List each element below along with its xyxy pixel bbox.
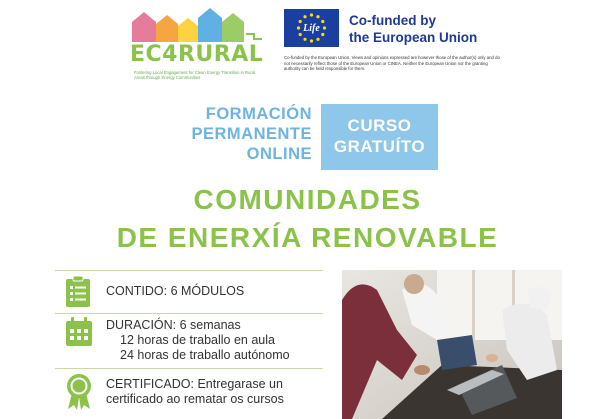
training-label	[160, 104, 312, 164]
info-row-certificate	[55, 369, 323, 419]
logo-tagline: Fostering Local Engagement for Clean Energy Transition in Rural Areas through Energy Communities	[134, 70, 256, 80]
free-course-badge	[321, 104, 438, 170]
certificate-line-1: CERTIFICADO: Entregarase un	[106, 377, 283, 391]
logo-title: EC4RURAL	[130, 42, 264, 67]
free-course-line-1: CURSO	[347, 116, 412, 135]
duration-text	[106, 318, 290, 363]
duration-line-3: 24 horas de traballo autónomo	[120, 348, 290, 362]
team-working-photo	[342, 270, 562, 419]
free-course-line-2: GRATUÍTO	[333, 137, 426, 156]
eu-disclaimer: Co-funded by the European Union. Views and opinions expressed are however those of the author(s) only and do not necessarily reflect those of the European Union or CINEA. Neither the European Union nor the granting authority can be held responsible for them.	[284, 55, 500, 72]
course-title-line-1: COMUNIDADES	[193, 184, 422, 215]
training-line-1: FORMACIÓN	[205, 105, 312, 123]
certificate-line-2: certificado ao rematar os cursos	[106, 392, 284, 406]
eu-title-line-2: the European Union	[349, 30, 478, 45]
eu-cofunded-title	[349, 12, 529, 46]
training-line-2: PERMANENTE	[191, 125, 312, 143]
award-ribbon-icon	[65, 373, 93, 411]
life-label: Life	[303, 23, 320, 34]
training-line-3: ONLINE	[246, 145, 312, 163]
duration-line-2: 12 horas de traballo en aula	[120, 333, 275, 347]
info-row-content	[55, 270, 323, 314]
content-text: CONTIDO: 6 MÓDULOS	[106, 284, 245, 298]
info-row-duration	[55, 313, 323, 369]
eu-flag-icon	[284, 9, 339, 47]
duration-line-1: DURACIÓN: 6 semanas	[106, 318, 241, 332]
course-title-line-2: DE ENERXÍA RENOVABLE	[116, 222, 499, 253]
eu-title-line-1: Co-funded by	[349, 13, 436, 28]
ec4rural-houses-logo-icon	[130, 6, 270, 42]
calendar-icon	[65, 317, 93, 347]
certificate-text	[106, 377, 284, 407]
checklist-icon	[65, 276, 91, 308]
